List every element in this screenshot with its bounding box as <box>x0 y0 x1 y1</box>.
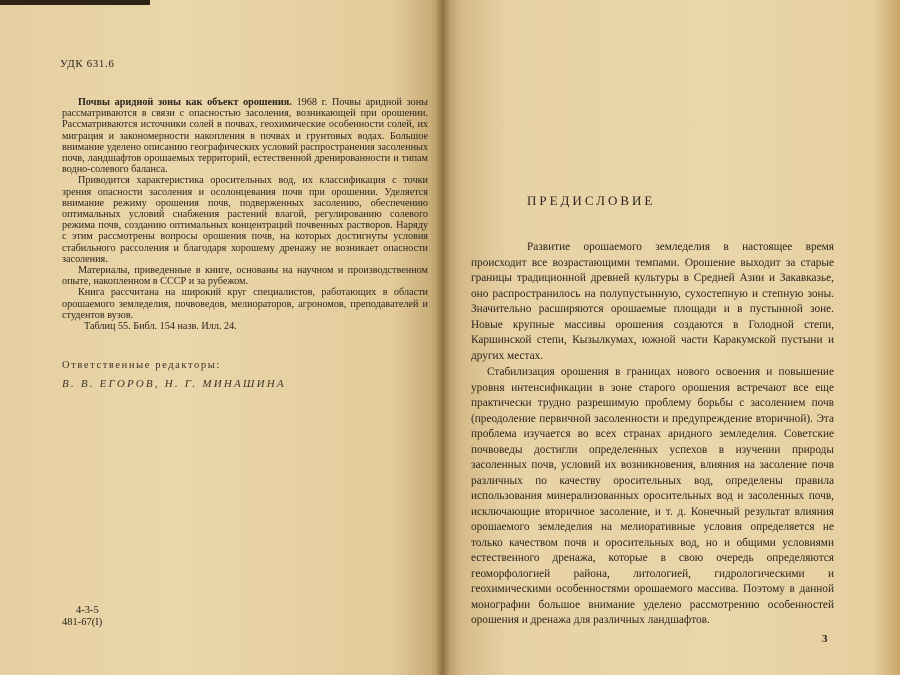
book-edge-shadow <box>0 0 150 5</box>
annotation-block <box>62 97 428 332</box>
annotation-paragraph <box>62 97 428 175</box>
udk-code: УДК 631.6 <box>60 58 115 70</box>
annotation-paragraph: Книга рассчитана на широкий круг специалистов, работающих в области орошаемого земледелия, почвоведов, мелиораторов, агрономов, преподавателей и студентов вузов. <box>62 287 428 321</box>
editors-names: В. В. ЕГОРОВ, Н. Г. МИНАШИНА <box>62 378 286 390</box>
annotation-paragraph: Приводится характеристика оросительных вод, их классификация с точки зрения опасности засоления и осолонцевания почв при орошении. Уделяется внимание режиму орошения почв, подверженных засолению, обеспечению оптимальных условий снабжения растений влагой, регулированию солевого режима почв, созданию оптимальных концентраций почвенных растворов. Наряду с этим рассмотрены вопросы орошения почв, на которых достигнуты условия стабильного рассоления и благодаря хорошему дренажу не возникает опасности засоления. <box>62 175 428 265</box>
editors-label: Ответственные редакторы: <box>62 360 221 371</box>
book-gutter <box>436 0 450 675</box>
annotation-text: 1968 г. Почвы аридной зоны рассматриваются в связи с опасностью засоления, возникающей при орошении. Рассматриваются источники солей в почвах, геохимические особенности солей, их миграция и закономерности накопления в почвах и грунтовых водах. Большое внимание уделено описанию географических условий распространения засоленных почв, ландшафтов орошаемых территорий, естественной дренированности и типам водно-солевого баланса. <box>62 97 428 176</box>
annotation-stats: Таблиц 55. Библ. 154 назв. Илл. 24. <box>84 321 237 333</box>
page-number: 3 <box>822 633 828 645</box>
annotation-lead: Почвы аридной зоны как объект орошения. <box>78 97 292 108</box>
preface-paragraph: Развитие орошаемого земледелия в настоящее время происходит все возрастающими темпами. Орошение выходит за старые границы традиционной древней культуры в Средней Азии и Закавказье, оно распространилось на полупустынную, сухостепную и степную зоны. Значительно расширяются орошаемые площади и в пустынной зоне. Новые крупные массивы орошения создаются в Голодной степи, Каршинской степи, Кызылкумах, южной части Каракумской пустыни и других местах. <box>471 241 834 362</box>
preface-text <box>471 240 834 629</box>
page-title: ПРЕДИСЛОВИЕ <box>527 193 656 208</box>
annotation-paragraph: Материалы, приведенные в книге, основаны на научном и производственном опыте, накопленном в СССР и за рубежом. <box>62 265 428 288</box>
left-page <box>0 0 444 675</box>
preface-paragraph: Стабилизация орошения в границах нового освоения и повышение уровня интенсификации в зоне старого орошения встречают все еще практически трудно разрешимую проблему борьбы с засолением почв (преодоление первичной засоленности и предупреждение вторичной). Эта проблема изучается во всех странах аридного земледелия. Советские почвоведы достигли определенных успехов в изучении природы засоленных почв, условий их возникновения, влияния на засоление почв различных по качеству оросительных вод, определены правила использования минерализованных оросительных вод и засоленных почв, исключающие вторичное засоление, и т. д. Конечный результат влияния орошаемого земледелия на мелиоративные условия определяется не только качеством почв и оросительных вод, но и общими условиями естественного дренажа, которые в свою очередь определяются геоморфологией района, литологией, гидрологическими и геохимическими особенностями орошаемого массива. Поэтому в данной монографии большое внимание уделено рассмотрению особенностей орошения и дренажа для различных ландшафтов. <box>471 366 834 626</box>
publication-code: 4-3-5 <box>76 605 99 616</box>
publication-order-code: 481-67(I) <box>62 617 103 628</box>
